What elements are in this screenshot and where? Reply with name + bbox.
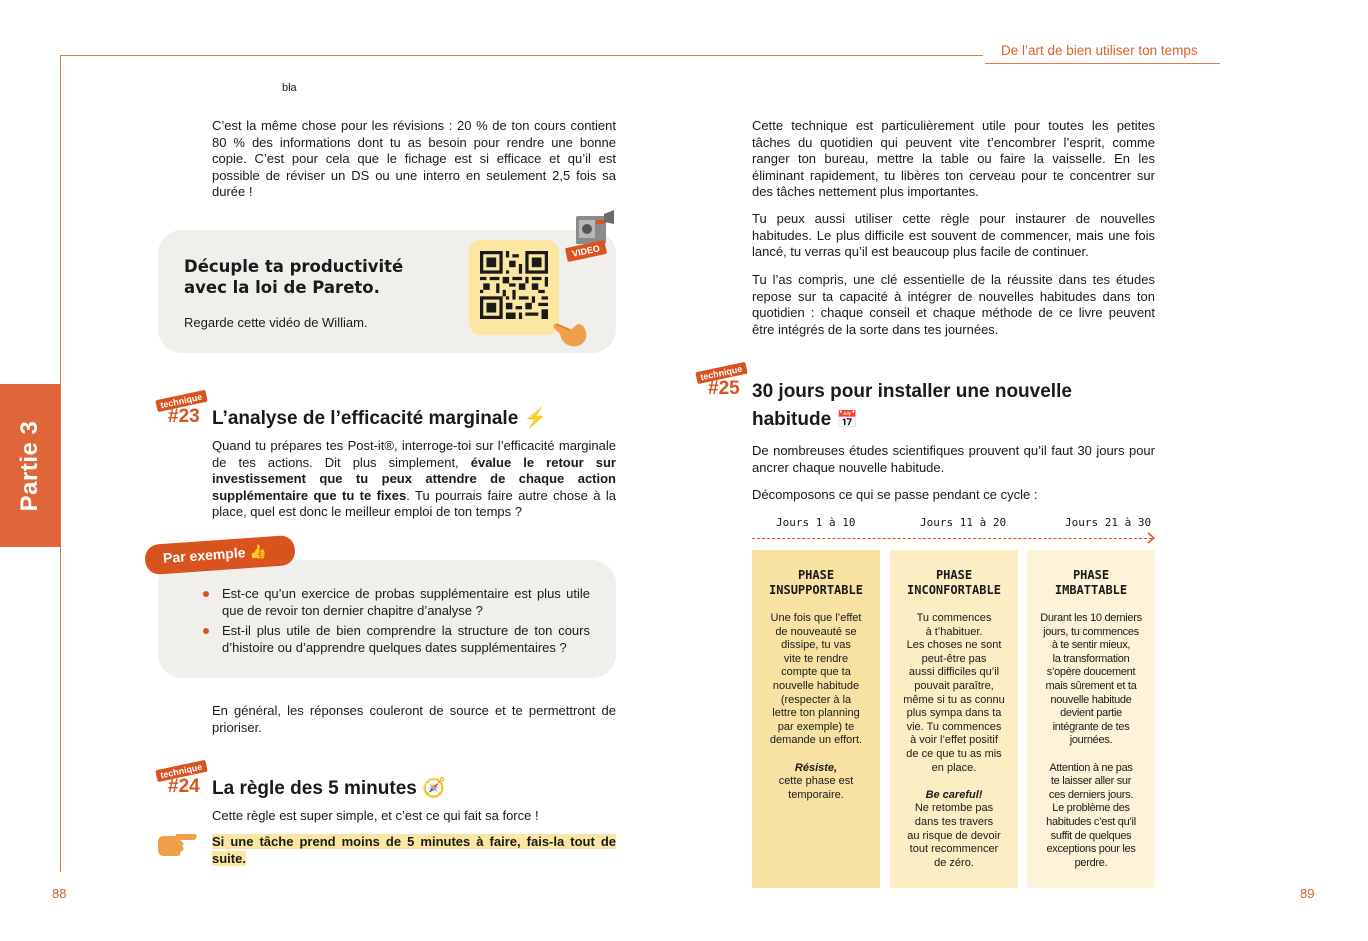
phase-line: suffit de quelques	[1050, 829, 1132, 842]
phase-line: intégrante de tes	[1052, 720, 1130, 733]
intro-paragraph: C’est la même chose pour les révisions : 20 % de ton cours contient 80 % des informations dont tu as besoin pour rendre une bonne copie. C’est pour cela que le fichage est si efficace et qu’il est possible de réviser un DS ou une interro en seulement 2,5 fois sa durée !	[212, 118, 616, 199]
phase-line: plus sympa dans ta	[906, 707, 1002, 720]
phase-emphasis: Résiste,	[794, 761, 838, 774]
phase-card-1	[752, 550, 880, 888]
technique-number: #23	[168, 406, 200, 427]
technique-number: #25	[708, 378, 740, 399]
phase-line: ces derniers jours.	[1048, 788, 1134, 801]
phase-line: nouvelle habitude	[772, 679, 860, 692]
section-tab	[0, 384, 60, 547]
compass-icon: 🧭	[422, 778, 446, 799]
arrow-right-icon	[1146, 532, 1156, 544]
technique-title	[212, 406, 547, 430]
right-paragraph-2: Tu peux aussi utiliser cette règle pour instaurer de nouvelles habitudes. Le plus difficile est souvent de commencer, mais une fois lancé, tu verras qu’il est beaucoup plus facile de continuer.	[752, 211, 1155, 259]
bullet-icon	[203, 591, 209, 597]
stray-text: bla	[282, 82, 297, 94]
page-number-right: 89	[1300, 886, 1315, 901]
running-title: De l’art de bien utiliser ton temps	[1001, 43, 1198, 58]
thumbs-up-icon: 👍	[248, 542, 268, 560]
phase-line: vie. Tu commences	[906, 720, 1002, 733]
phase-line: Tu commences	[916, 612, 992, 624]
phase-line: cette phase est	[778, 775, 854, 788]
phase-line: demande un effort.	[769, 734, 863, 747]
phase-line: de zéro.	[934, 856, 974, 869]
phase-line: peut-être pas	[921, 652, 987, 665]
phase-line: par exemple) te	[777, 720, 855, 733]
phase-line: tout recommencer	[909, 843, 999, 856]
phase-line: à t’habituer.	[925, 625, 983, 638]
body-text: . Tu pourrais faire autre chose à la place, quel est donc le meilleur emploi de ton temps ?	[212, 487, 616, 519]
technique-body	[212, 438, 616, 521]
technique-tag: technique	[695, 362, 747, 384]
video-subtitle: Regarde cette vidéo de William.	[184, 315, 368, 330]
video-title-line2: avec la loi de Pareto.	[184, 278, 380, 297]
phase-emphasis: Be careful!	[925, 788, 983, 801]
phase-card-3	[1027, 550, 1155, 888]
phase-line: Ne retombe pas	[914, 802, 994, 815]
timeline-label: Jours 11 à 20	[920, 516, 1007, 529]
body-text: Quand tu prépares tes Post-it®, interroge-toi sur l’efficacité marginale de tes actions. Dit plus simplement,	[212, 438, 616, 470]
technique-title-line2: habitude	[752, 409, 832, 430]
right-paragraph-1: Cette technique est particulièrement utile pour toutes les petites tâches du quotidien qui peuvent vite t’encombrer l’esprit, comme ranger ton bureau, mettre la table ou faire la vaisselle. En les éliminant rapidement, tu libères ton cerveau pour te concentrer sur des tâches nettement plus importantes.	[752, 118, 1155, 199]
phase-line: mais sûrement et ta	[1045, 679, 1137, 692]
phase-line: jours, tu commences	[1043, 625, 1139, 638]
timeline-line	[752, 538, 1152, 539]
phase-line: vite te rendre	[783, 652, 849, 665]
phase-line: Le problème des	[1052, 802, 1130, 815]
body-emphasis: évalue le retour sur investissement que tu peux attendre de chaque action supplémentaire que tu te fixes	[212, 454, 616, 503]
phase-line: Les choses ne sont	[906, 639, 1002, 652]
phase-title-line2: INSUPPORTABLE	[769, 583, 863, 597]
example-tag-label: Par exemple	[162, 544, 246, 566]
technique-title	[752, 378, 1072, 434]
technique-tag: technique	[155, 760, 207, 782]
conclusion-paragraph: En général, les réponses couleront de source et te permettront de prioriser.	[212, 703, 616, 735]
example-callout	[158, 560, 616, 678]
phase-line: (respecter à la	[780, 693, 852, 706]
technique-tag: technique	[155, 390, 207, 412]
phase-title-line1: PHASE	[935, 568, 973, 582]
phase-line: dissipe, tu vas	[781, 639, 851, 652]
technique-title	[212, 776, 446, 800]
phase-line: la transformation	[1052, 652, 1130, 665]
phase-line: aussi difficiles qu’il	[908, 666, 1000, 679]
calendar-icon: 📅	[836, 410, 858, 429]
phase-title	[890, 568, 1018, 598]
technique-number: #24	[168, 776, 200, 797]
bullet-icon	[203, 628, 209, 634]
phase-card-2	[890, 550, 1018, 888]
highlight-rule	[212, 834, 616, 867]
video-title-line1: Décuple ta productivité	[184, 257, 404, 276]
phase-line: exceptions pour les	[1046, 843, 1136, 856]
phase-line: lettre ton planning	[772, 707, 860, 720]
video-tag: VIDEO	[565, 240, 607, 262]
highlight-text: Si une tâche prend moins de 5 minutes à faire, fais-la tout de suite.	[212, 834, 616, 866]
example-item: Est-ce qu’un exercice de probas supplémentaire est plus utile que de revoir ton dernier chapitre d’analyse ?	[222, 586, 590, 618]
phase-line: à voir l’effet positif	[910, 734, 998, 747]
page-frame-left	[60, 55, 61, 872]
phase-title-line2: IMBATTABLE	[1054, 583, 1128, 597]
technique-body: Décomposons ce qui se passe pendant ce cycle :	[752, 487, 1038, 502]
phase-line: de ce que tu as mis	[906, 747, 1002, 760]
right-paragraph-3: Tu l’as compris, une clé essentielle de la réussite dans tes études repose sur ta capacité à intégrer de nouvelles habitudes dans ton quotidien : chaque conseil et chaque méthode de ce livre peuvent être intégrés de la sorte dans tes journées.	[752, 272, 1155, 337]
phase-line: Une fois que l’effet	[770, 612, 862, 624]
phase-title-line2: INCONFORTABLE	[907, 583, 1001, 597]
timeline-label: Jours 21 à 30	[1065, 516, 1152, 529]
phase-line: au risque de devoir	[907, 829, 1001, 842]
phase-line: nouvelle habitude	[1050, 693, 1132, 706]
technique-title-line1: 30 jours pour installer une nouvelle	[752, 381, 1072, 402]
technique-body: Cette règle est super simple, et c’est ce qui fait sa force !	[212, 808, 539, 823]
phase-line: compte que ta	[781, 666, 851, 679]
technique-title-text: L’analyse de l’efficacité marginale	[212, 408, 519, 429]
phase-line: dans tes travers	[914, 815, 994, 828]
header-rule	[985, 63, 1220, 64]
video-title	[184, 256, 403, 298]
phase-body	[1035, 612, 1147, 870]
section-tab-label: Partie 3	[16, 420, 43, 512]
technique-body: De nombreuses études scientifiques prouvent qu’il faut 30 jours pour ancrer chaque nouvelle habitude.	[752, 443, 1155, 475]
pointing-hand-icon	[550, 310, 590, 350]
phase-line: Attention à ne pas	[1049, 761, 1133, 774]
phase-line: même si tu as connu	[903, 693, 1005, 706]
qr-code[interactable]	[480, 250, 548, 320]
phase-line: habitudes c’est qu’il	[1046, 815, 1136, 828]
phase-line: te laisser aller sur	[1050, 775, 1132, 788]
phase-line: s’opère doucement	[1046, 666, 1136, 679]
page-number-left: 88	[52, 886, 67, 901]
phase-body	[898, 612, 1010, 870]
pointing-hand-icon	[156, 832, 198, 860]
phase-title-line1: PHASE	[1072, 568, 1110, 582]
phase-line: de nouveauté se	[775, 625, 857, 638]
phase-line: à te sentir mieux,	[1051, 639, 1131, 652]
timeline-label: Jours 1 à 10	[776, 516, 856, 529]
phase-line: perdre.	[1074, 856, 1108, 869]
page-frame-top	[60, 55, 983, 56]
phase-line: temporaire.	[788, 788, 844, 801]
phase-title	[752, 568, 880, 598]
technique-title-text: La règle des 5 minutes	[212, 778, 417, 799]
phase-body	[760, 612, 872, 802]
phase-line: journées.	[1069, 734, 1113, 747]
phase-line: Durant les 10 derniers	[1040, 612, 1142, 624]
phase-line: pouvait paraître,	[914, 679, 994, 692]
phase-title	[1027, 568, 1155, 598]
phase-title-line1: PHASE	[797, 568, 835, 582]
phase-line: en place.	[931, 761, 977, 774]
lightning-icon: ⚡	[523, 408, 548, 429]
example-item: Est-il plus utile de bien comprendre la structure de ton cours d’histoire ou d’apprendre quelques dates supplémentaires ?	[222, 623, 590, 655]
phase-line: devient partie	[1060, 707, 1122, 720]
